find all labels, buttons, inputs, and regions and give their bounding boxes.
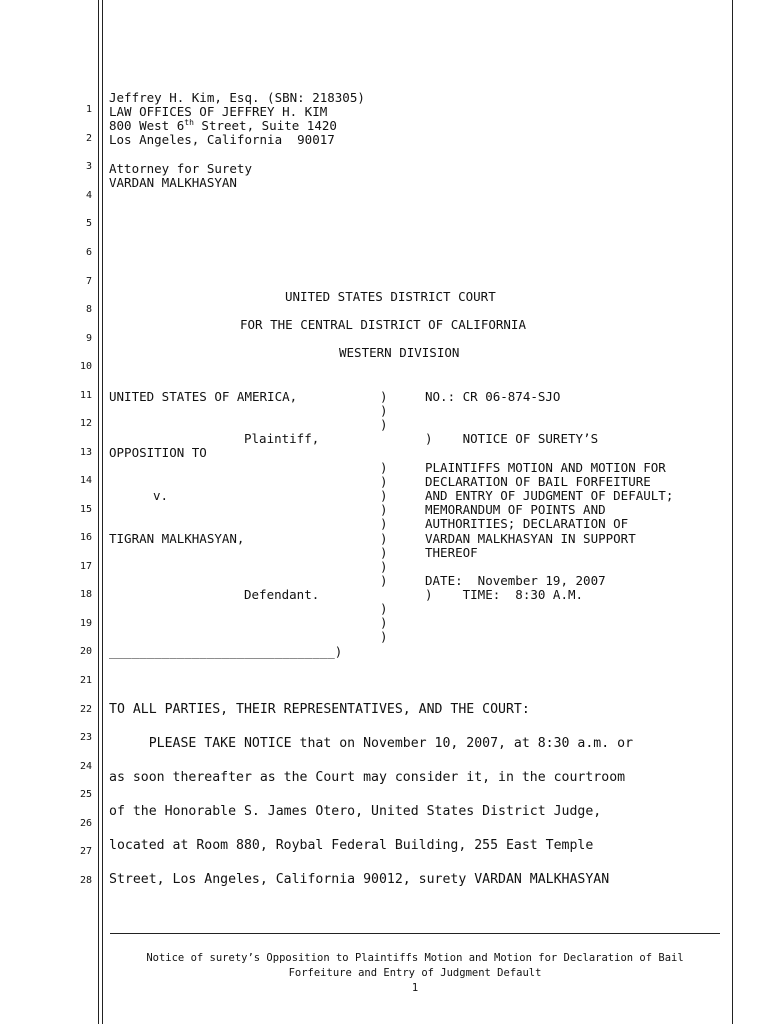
line-number: 8	[85, 304, 92, 315]
line-number: 1	[85, 104, 92, 115]
caption-paren: )	[380, 474, 388, 489]
caption-paren: )	[380, 460, 388, 475]
line-number: 14	[79, 475, 92, 486]
caption-paren: )	[380, 615, 388, 630]
line-number: 9	[85, 333, 92, 344]
body-line: Street, Los Angeles, California 90012, surety VARDAN MALKHASYAN	[109, 872, 610, 887]
line-number: 16	[79, 532, 92, 543]
caption-paren: )	[380, 502, 388, 517]
caption-paren: )	[380, 545, 388, 560]
page-number: 1	[411, 982, 419, 994]
caption-bottom-line: ______________________________)	[109, 644, 343, 659]
body-line: as soon thereafter as the Court may consider it, in the courtroom	[109, 770, 626, 785]
line-number: 19	[79, 618, 92, 629]
line-number: 11	[79, 390, 92, 401]
caption-paren: )	[380, 601, 388, 616]
attorney-name: Jeffrey H. Kim, Esq. (SBN: 218305)	[109, 90, 365, 105]
footer-title-line-2: Forfeiture and Entry of Judgment Default	[288, 967, 542, 979]
body-line: of the Honorable S. James Otero, United States District Judge,	[109, 804, 602, 819]
line-number: 23	[79, 732, 92, 743]
defendant-name: TIGRAN MALKHASYAN,	[109, 531, 245, 546]
attorney-for-label: Attorney for Surety	[109, 161, 252, 176]
body-line: PLEASE TAKE NOTICE that on November 10, 2007, at 8:30 a.m. or	[109, 736, 634, 751]
opposition-to-label: OPPOSITION TO	[109, 445, 207, 460]
document-title-line: PLAINTIFFS MOTION AND MOTION FOR	[425, 460, 666, 475]
client-name: VARDAN MALKHASYAN	[109, 175, 237, 190]
line-number: 5	[85, 218, 92, 229]
footer-rule	[110, 933, 720, 934]
footer-title-line-1: Notice of surety’s Opposition to Plaintiffs Motion and Motion for Declaration of Bail	[146, 952, 684, 964]
line-number: 12	[79, 418, 92, 429]
document-title-line: AUTHORITIES; DECLARATION OF	[425, 516, 629, 531]
line-number: 21	[79, 675, 92, 686]
salutation: TO ALL PARTIES, THEIR REPRESENTATIVES, AND THE COURT:	[109, 702, 530, 717]
document-title-line: AND ENTRY OF JUDGMENT OF DEFAULT;	[425, 488, 674, 503]
document-title-line: THEREOF	[425, 545, 478, 560]
line-number: 6	[85, 247, 92, 258]
line-number: 4	[85, 190, 92, 201]
line-number: 27	[79, 846, 92, 857]
caption-paren: )	[380, 389, 388, 404]
hearing-date: DATE: November 19, 2007	[425, 573, 606, 588]
hearing-time: ) TIME: 8:30 A.M.	[425, 587, 584, 602]
court-name: UNITED STATES DISTRICT COURT	[285, 289, 496, 304]
caption-paren: )	[380, 531, 388, 546]
document-title-line: MEMORANDUM OF POINTS AND	[425, 502, 606, 517]
right-margin-rule	[732, 0, 733, 1024]
versus-label: v.	[153, 488, 169, 503]
left-margin-rule-inner	[102, 0, 103, 1024]
caption-paren: )	[380, 573, 388, 588]
court-district: FOR THE CENTRAL DISTRICT OF CALIFORNIA	[240, 317, 526, 332]
caption-paren: )	[380, 488, 388, 503]
caption-paren: )	[380, 403, 388, 418]
defendant-role: Defendant.	[244, 587, 320, 602]
firm-address: 800 West 6th Street, Suite 1420	[109, 117, 337, 133]
line-number: 22	[79, 704, 92, 715]
document-title-line: VARDAN MALKHASYAN IN SUPPORT	[425, 531, 636, 546]
firm-city: Los Angeles, California 90017	[109, 132, 335, 147]
line-number: 3	[85, 161, 92, 172]
left-margin-rule-outer	[98, 0, 99, 1024]
line-number: 13	[79, 447, 92, 458]
line-number: 7	[85, 276, 92, 287]
body-line: located at Room 880, Roybal Federal Building, 255 East Temple	[109, 838, 594, 853]
notice-heading: ) NOTICE OF SURETY’S	[425, 431, 599, 446]
line-number: 15	[79, 504, 92, 515]
line-number: 18	[79, 589, 92, 600]
caption-paren: )	[380, 516, 388, 531]
court-division: WESTERN DIVISION	[339, 345, 460, 360]
plaintiff-role: Plaintiff,	[244, 431, 320, 446]
line-number: 20	[79, 646, 92, 657]
line-number: 2	[85, 133, 92, 144]
caption-paren: )	[380, 629, 388, 644]
plaintiff-name: UNITED STATES OF AMERICA,	[109, 389, 298, 404]
line-number: 26	[79, 818, 92, 829]
line-number: 24	[79, 761, 92, 772]
line-number: 17	[79, 561, 92, 572]
document-title-line: DECLARATION OF BAIL FORFEITURE	[425, 474, 651, 489]
line-number: 28	[79, 875, 92, 886]
case-number: NO.: CR 06-874-SJO	[425, 389, 561, 404]
caption-paren: )	[380, 559, 388, 574]
firm-name: LAW OFFICES OF JEFFREY H. KIM	[109, 104, 328, 119]
line-number: 25	[79, 789, 92, 800]
caption-paren: )	[380, 417, 388, 432]
line-number: 10	[79, 361, 92, 372]
